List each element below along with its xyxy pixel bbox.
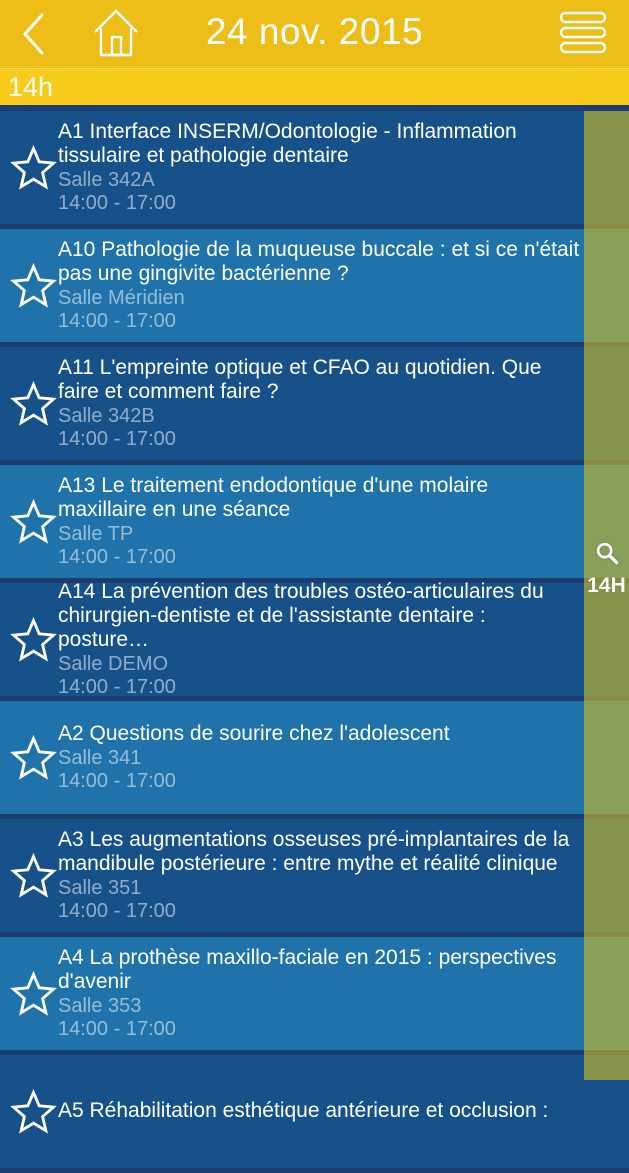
session-title: A14 La prévention des troubles ostéo-articulaires du chirurgien-dentiste et de l'assistante dentaire : posture… — [58, 580, 544, 651]
session-room: Salle DEMO — [58, 653, 169, 675]
fast-scroll-strip[interactable] — [584, 111, 629, 1080]
session-time: 14:00 - 17:00 — [58, 546, 176, 568]
favorite-button[interactable] — [10, 616, 57, 663]
session-row[interactable] — [0, 229, 629, 347]
session-row[interactable] — [0, 1055, 629, 1173]
session-info — [58, 1099, 580, 1124]
scroll-time-label: 14H — [587, 574, 626, 597]
time-section-header — [0, 68, 629, 105]
session-room: Salle 342A — [58, 169, 155, 191]
scroll-position-indicator — [584, 539, 629, 598]
session-row[interactable] — [0, 347, 629, 465]
session-title: A5 Réhabilitation esthétique antérieure et occlusion : — [58, 1099, 549, 1122]
magnifier-icon — [593, 539, 621, 567]
session-row[interactable] — [0, 701, 629, 819]
session-info — [58, 356, 580, 451]
favorite-button[interactable] — [10, 262, 57, 309]
star-outline-icon — [10, 262, 57, 309]
session-rows — [0, 111, 629, 1173]
session-title: A13 Le traitement endodontique d'une molaire maxillaire en une séance — [58, 474, 489, 521]
favorite-button[interactable] — [10, 144, 57, 191]
session-row[interactable] — [0, 819, 629, 937]
favorite-button[interactable] — [10, 734, 57, 781]
session-info — [58, 120, 580, 215]
session-info — [58, 828, 580, 923]
star-outline-icon — [10, 380, 57, 427]
hamburger-menu-icon — [559, 11, 607, 55]
session-time: 14:00 - 17:00 — [58, 770, 176, 792]
favorite-button[interactable] — [10, 852, 57, 899]
session-info — [58, 722, 580, 793]
session-room: Salle 351 — [58, 877, 142, 899]
session-info — [58, 580, 580, 699]
favorite-button[interactable] — [10, 1088, 57, 1135]
page-title: 24 nov. 2015 — [205, 11, 424, 52]
session-info — [58, 238, 580, 333]
session-title: A10 Pathologie de la muqueuse buccale : et si ce n'était pas une gingivite bactérienne ? — [58, 238, 580, 285]
star-outline-icon — [10, 734, 57, 781]
session-time: 14:00 - 17:00 — [58, 192, 176, 214]
session-room: Salle TP — [58, 523, 134, 545]
session-info — [58, 474, 580, 569]
session-room: Salle 353 — [58, 995, 142, 1017]
favorite-button[interactable] — [10, 498, 57, 545]
star-outline-icon — [10, 616, 57, 663]
session-list — [0, 105, 629, 1122]
session-row[interactable] — [0, 465, 629, 583]
session-time: 14:00 - 17:00 — [58, 428, 176, 450]
session-room: Salle Méridien — [58, 287, 185, 309]
favorite-button[interactable] — [10, 970, 57, 1017]
session-info — [58, 946, 580, 1041]
session-title: A4 La prothèse maxillo-faciale en 2015 : perspectives d'avenir — [58, 946, 557, 993]
session-title: A2 Questions de sourire chez l'adolescent — [58, 722, 450, 745]
session-title: A11 L'empreinte optique et CFAO au quotidien. Que faire et comment faire ? — [58, 356, 542, 403]
star-outline-icon — [10, 144, 57, 191]
session-time: 14:00 - 17:00 — [58, 1018, 176, 1040]
star-outline-icon — [10, 970, 57, 1017]
time-section-label: 14h — [8, 71, 54, 102]
star-outline-icon — [10, 852, 57, 899]
navbar — [0, 0, 629, 68]
session-room: Salle 341 — [58, 747, 142, 769]
star-outline-icon — [10, 1088, 57, 1135]
session-room: Salle 342B — [58, 405, 155, 427]
session-row[interactable] — [0, 937, 629, 1055]
menu-button[interactable] — [559, 11, 607, 55]
session-time: 14:00 - 17:00 — [58, 310, 176, 332]
session-row[interactable] — [0, 111, 629, 229]
session-time: 14:00 - 17:00 — [58, 676, 176, 698]
star-outline-icon — [10, 498, 57, 545]
session-title: A3 Les augmentations osseuses pré-implantaires de la mandibule postérieure : entre mythe et réalité clinique — [58, 828, 570, 875]
favorite-button[interactable] — [10, 380, 57, 427]
session-row[interactable] — [0, 580, 629, 701]
session-title: A1 Interface INSERM/Odontologie - Inflammation tissulaire et pathologie dentaire — [58, 120, 517, 167]
session-time: 14:00 - 17:00 — [58, 900, 176, 922]
